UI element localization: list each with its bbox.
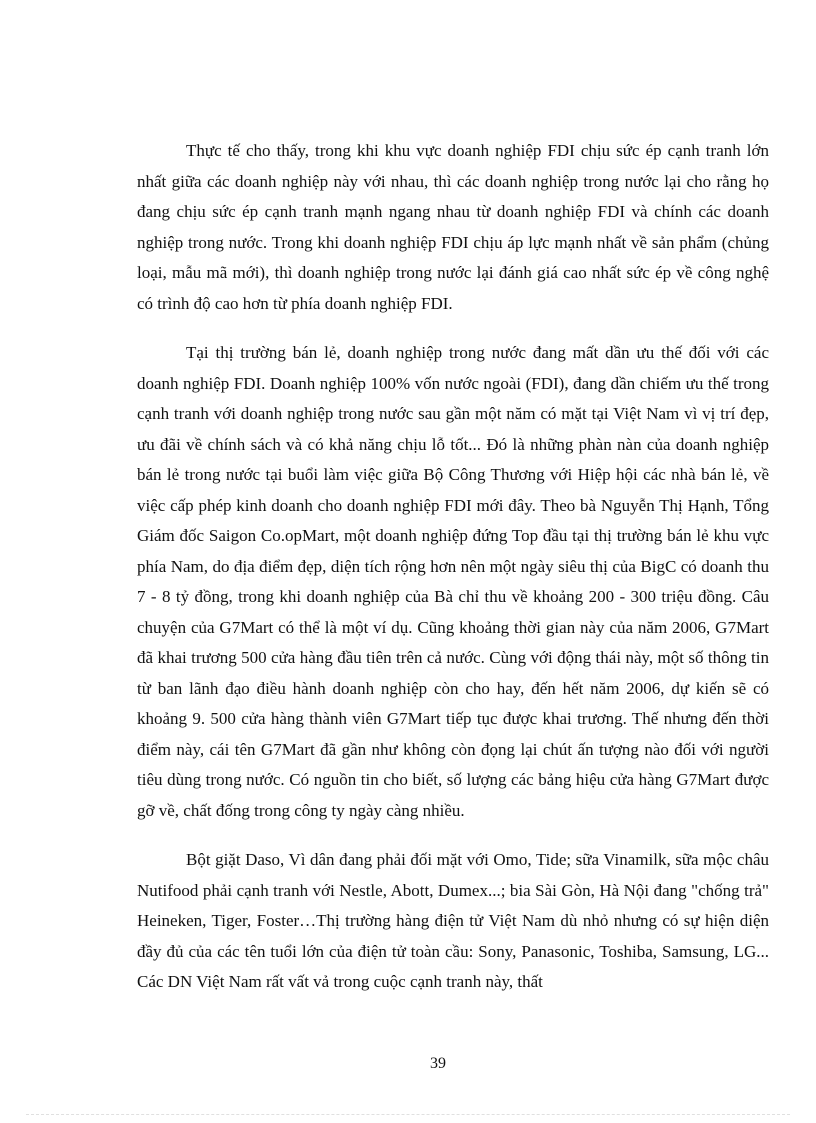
- body-text: [137, 136, 769, 1017]
- page-number: 39: [430, 1055, 446, 1072]
- page-bottom-divider: [26, 1114, 790, 1115]
- paragraph-retail-market: Tại thị trường bán lẻ, doanh nghiệp trong nước đang mất dần ưu thế đối với các doanh nghiệp FDI. Doanh nghiệp 100% vốn nước ngoài (FDI), đang dần chiếm ưu thế trong cạnh tranh với doanh nghiệp trong nước sau gần một năm có mặt tại Việt Nam vì vị trí đẹp, ưu đãi về chính sách và có khả năng chịu lỗ tốt... Đó là những phàn nàn của doanh nghiệp bán lẻ trong nước tại buổi làm việc giữa Bộ Công Thương với Hiệp hội các nhà bán lẻ, về việc cấp phép kinh doanh cho doanh nghiệp FDI mới đây. Theo bà Nguyễn Thị Hạnh, Tổng Giám đốc Saigon Co.opMart, một doanh nghiệp đứng Top đầu tại thị trường bán lẻ khu vực phía Nam, do địa điểm đẹp, diện tích rộng hơn nên một ngày siêu thị của BigC có doanh thu 7 - 8 tỷ đồng, trong khi doanh nghiệp của Bà chỉ thu về khoảng 200 - 300 triệu đồng. Câu chuyện của G7Mart có thể là một ví dụ. Cũng khoảng thời gian này của năm 2006, G7Mart đã khai trương 500 cửa hàng đầu tiên trên cả nước. Cùng với động thái này, một số thông tin từ ban lãnh đạo điều hành doanh nghiệp còn cho hay, đến hết năm 2006, dự kiến sẽ có khoảng 9. 500 cửa hàng thành viên G7Mart tiếp tục được khai trương. Thế nhưng đến thời điểm này, cái tên G7Mart đã gần như không còn đọng lại chút ấn tượng nào đối với người tiêu dùng trong nước. Có nguồn tin cho biết, số lượng các bảng hiệu cửa hàng G7Mart được gỡ về, chất đống trong công ty ngày càng nhiều.: [137, 343, 769, 820]
- paragraph-brand-competition: Bột giặt Daso, Vì dân đang phải đối mặt với Omo, Tide; sữa Vinamilk, sữa mộc châu Nutifood phải cạnh tranh với Nestle, Abott, Dumex...; bia Sài Gòn, Hà Nội đang "chống trả" Heineken, Tiger, Foster…Thị trường hàng điện tử Việt Nam dù nhỏ nhưng có sự hiện diện đầy đủ của các tên tuổi lớn của điện tử toàn cầu: Sony, Panasonic, Toshiba, Samsung, LG... Các DN Việt Nam rất vất vả trong cuộc cạnh tranh này, thất: [137, 850, 769, 991]
- paragraph-fdi-pressure: Thực tế cho thấy, trong khi khu vực doanh nghiệp FDI chịu sức ép cạnh tranh lớn nhất giữa các doanh nghiệp này với nhau, thì các doanh nghiệp trong nước lại cho rằng họ đang chịu sức ép cạnh tranh mạnh ngang nhau từ doanh nghiệp FDI và chính các doanh nghiệp trong nước. Trong khi doanh nghiệp FDI chịu áp lực mạnh nhất về sản phẩm (chủng loại, mẫu mã mới), thì doanh nghiệp trong nước lại đánh giá cao nhất sức ép về công nghệ có trình độ cao hơn từ phía doanh nghiệp FDI.: [137, 141, 769, 313]
